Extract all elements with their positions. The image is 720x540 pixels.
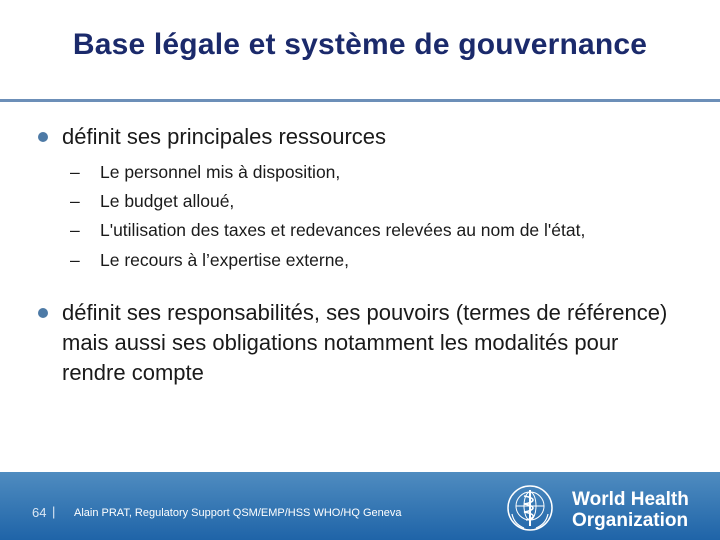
- slide-title: Base légale et système de gouvernance: [72, 28, 648, 61]
- subitem-text: Le budget alloué,: [100, 191, 235, 211]
- bullet-text: définit ses principales ressources: [62, 124, 387, 149]
- page-number: 64: [32, 505, 47, 520]
- dash-icon: –: [70, 250, 80, 270]
- page-separator: |: [52, 504, 56, 519]
- who-logo-line1: World Health: [572, 489, 689, 510]
- who-logo-line2: Organization: [572, 510, 689, 531]
- bullet-responsibilities: [62, 298, 672, 388]
- who-logo-text: [572, 489, 689, 531]
- footer-text: Alain PRAT, Regulatory Support QSM/EMP/HSS WHO/HQ Geneva: [74, 507, 402, 519]
- who-emblem-icon: [506, 484, 554, 532]
- subitem-budget: [70, 189, 235, 213]
- subitem-expertise: [70, 248, 350, 272]
- bullet-text: définit ses responsabilités, ses pouvoirs (termes de référence) mais aussi ses obligations notamment les modalités pour rendre compte: [62, 300, 668, 385]
- dash-icon: –: [70, 162, 80, 182]
- subitem-taxes: [70, 218, 586, 242]
- subitem-text: Le personnel mis à disposition,: [100, 162, 341, 182]
- footer-bar: [0, 472, 720, 540]
- subitem-text: Le recours à l’expertise externe,: [100, 250, 350, 270]
- subitem-personnel: [70, 160, 341, 184]
- bullet-dot-icon: [38, 308, 48, 318]
- dash-icon: –: [70, 220, 80, 240]
- title-divider: [0, 99, 720, 102]
- dash-icon: –: [70, 191, 80, 211]
- bullet-resources: [62, 122, 386, 152]
- subitem-text: L'utilisation des taxes et redevances relevées au nom de l'état,: [100, 220, 586, 240]
- bullet-dot-icon: [38, 132, 48, 142]
